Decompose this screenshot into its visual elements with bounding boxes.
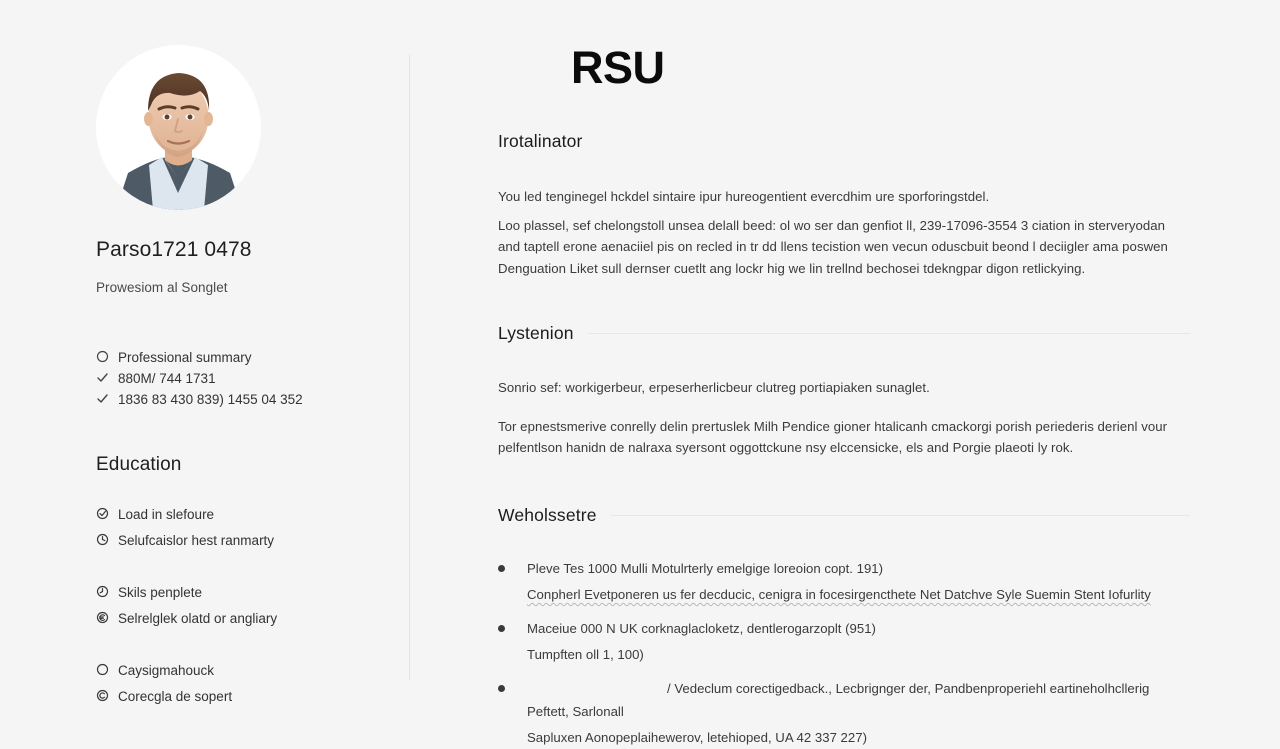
education-text: Caysigmahouck [118, 663, 215, 678]
contact-row[interactable] [96, 347, 410, 368]
person-name: Parso1721 0478 [96, 238, 252, 261]
person-role: Prowesiom al Songlet [96, 280, 228, 295]
circle-clock-icon [96, 533, 109, 546]
section-heading-label: Irotalinator [498, 131, 583, 152]
check-icon [96, 392, 109, 405]
contact-text: 880M/ 744 1731 [118, 371, 216, 386]
list-item-body [527, 678, 1190, 749]
list-item-sub: Tumpften oll 1, 100) [527, 646, 644, 662]
section-heading-label: Lystenion [498, 323, 574, 344]
circle-clock-icon [96, 585, 109, 598]
education-group [96, 502, 410, 554]
paragraph: Loo plassel, sef chelongstoll unsea delall beed: ol wo ser dan genfiot ll, 239-17096-3554 3 ciation in sterveryodan and taptell erone aenaciiel pis on recled in tr dd llens tecistion wen vecun oduscbuit beond l deciigler ama poswen Denguation Liket sull dernser cuetlt ang lockr hig we lin trellnd bechosei tdekngpar digon retlickying. [498, 217, 1168, 276]
list-item[interactable] [498, 678, 1190, 749]
contact-row[interactable] [96, 389, 410, 410]
list-item-note: / Vedeclum corectigedback., Lecbrignger der, Pandbenproperiehl eartineholhcllerig [667, 680, 1150, 696]
heading-rule [596, 141, 1190, 142]
section-heading [498, 131, 1190, 152]
list-item-body [527, 558, 1190, 606]
list-item-body [527, 618, 1190, 666]
section-weholssetre [498, 505, 1190, 749]
bullet-list [498, 558, 1190, 749]
section-lystenion [498, 323, 1190, 459]
bullet-dot-icon [498, 565, 505, 572]
paragraph: You led tenginegel hckdel sintaire ipur hureogentient evercdhim ure sporforingstdel. [498, 189, 990, 205]
paragraph: Tor epnestsmerive conrelly delin prertuslek Milh Pendice gioner htalicanh cmackorgi porish periederis derienl vour pelfentlson hanidn de nalraxa syersont oggottckune nsy elccensicke, els and Porgie plaeoti ly rok. [498, 418, 1168, 456]
circle-check-icon [96, 507, 109, 520]
heading-rule [611, 515, 1190, 516]
paragraph: Sonrio sef: workigerbeur, erpeserherlicbeur clutreg portiapiaken sunaglet. [498, 380, 930, 396]
education-item[interactable] [96, 580, 410, 606]
heading-rule [588, 333, 1190, 334]
bullet-dot-icon [498, 685, 505, 692]
portrait-photo-icon [96, 45, 261, 210]
list-item[interactable] [498, 558, 1190, 606]
sidebar [0, 0, 410, 731]
education-text: Selufcaislor hest ranmarty [118, 533, 275, 548]
bullet-dot-icon [498, 625, 505, 632]
list-item-line: Peftett, Sarlonall [527, 703, 624, 719]
education-heading: Education [96, 454, 182, 475]
education-group [96, 658, 410, 710]
section-body [498, 377, 1190, 459]
list-item[interactable] [498, 618, 1190, 666]
education-text: Selrelglek olatd or angliary [118, 611, 278, 626]
education-item[interactable] [96, 528, 410, 554]
list-item-sub: Sapluxen Aonopeplaihewerov, letehioped, UA 42 337 227) [527, 729, 867, 745]
section-heading [498, 505, 1190, 526]
list-item-line: Maceiue 000 N UK corknaglacloketz, dentlerogarzoplt (951) [527, 620, 876, 636]
list-item-sub: Conpherl Evetponeren us fer decducic, cenigra in focesirgencthete Net Datchve Syle Suemin Stent Iofurlity [527, 586, 1151, 602]
education-text: Load in slefoure [118, 507, 215, 522]
avatar [96, 45, 261, 210]
section-body [498, 186, 1190, 279]
education-text: Corecgla de sopert [118, 689, 233, 704]
check-icon [96, 371, 109, 384]
contact-text: 1836 83 430 839) 1455 04 352 [118, 392, 303, 407]
circle-euro-icon [96, 611, 109, 624]
contact-text: Professional summary [118, 350, 252, 365]
education-group [96, 580, 410, 632]
section-heading-label: Weholssetre [498, 504, 597, 525]
list-item-line: Pleve Tes 1000 Mulli Motulrterly emelgige loreoion copt. 191) [527, 560, 884, 576]
main-content [410, 0, 1280, 745]
contact-row[interactable] [96, 368, 410, 389]
circle-c-icon [96, 689, 109, 702]
education-item[interactable] [96, 684, 410, 710]
circle-outline-icon [96, 350, 109, 363]
section-irotalinator [498, 131, 1190, 279]
education-item[interactable] [96, 606, 410, 632]
contact-list [96, 347, 410, 410]
education-item[interactable] [96, 658, 410, 684]
education-text: Skils penplete [118, 585, 203, 600]
section-heading [498, 323, 1190, 344]
education-item[interactable] [96, 502, 410, 528]
page-title: RSU [571, 42, 665, 93]
circle-outline-icon [96, 663, 109, 676]
